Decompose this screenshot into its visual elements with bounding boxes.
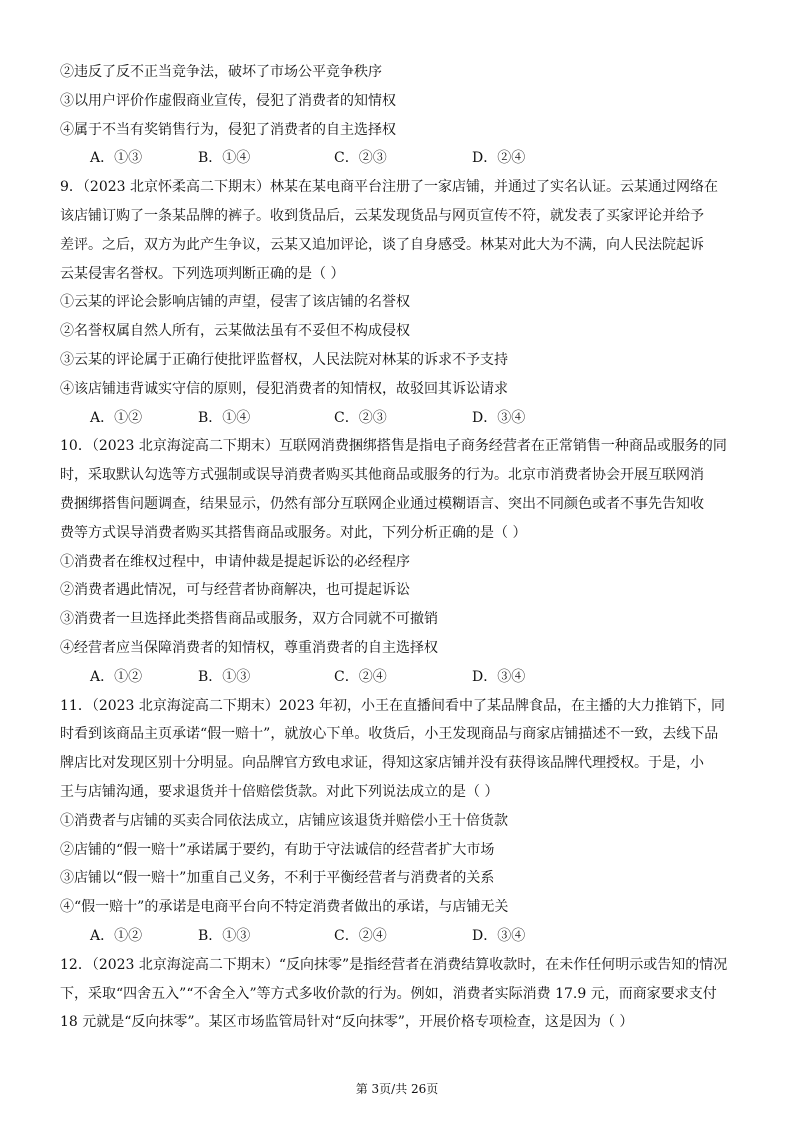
option-c: C．②④ [334,668,387,685]
page-footer [0,1080,794,1097]
statement: ③云某的评论属于正确行使批评监督权，人民法院对林某的诉求不予支持 [60,351,508,368]
question-stem: 差评。之后，双方为此产生争议，云某又追加评论，谈了自身感受。林某对此大为不满，向人民法院起诉 [60,236,704,253]
option-a: A．①③ [90,150,143,167]
question-stem: 牌店比对发现区别十分明显。向品牌官方致电求证，得知这家店铺并没有获得该品牌代理授权。于是，小 [60,755,704,772]
prev-question-tail [60,58,734,173]
question-stem: 18 元就是“反向抹零”。某区市场监管局针对“反向抹零”，开展价格专项检查，这是因为（ ） [60,1014,634,1031]
option-d: D．②④ [472,150,526,167]
answer-options [60,663,734,692]
page-number: 第 3页/共 26页 [355,1082,439,1096]
question-stem: 下，采取“四舍五入”“不舍全入”等方式多收价款的行为。例如，消费者实际消费 17.9 元，而商家要求支付 [60,985,717,1002]
option-c: C．②③ [334,150,387,167]
option-d: D．③④ [472,668,526,685]
question-10 [60,432,734,691]
question-stem: 10．（2023 北京海淀高二下期末）互联网消费捆绑搭售是指电子商务经营者在正常销售一种商品或服务的同 [60,438,727,455]
option-b: B．①③ [198,668,251,685]
option-c: C．②③ [334,409,387,426]
answer-options [60,404,734,433]
question-stem: 费等方式误导消费者购买其搭售商品或服务。对此，下列分析正确的是（ ） [60,524,527,541]
question-stem: 时，采取默认勾选等方式强制或误导消费者购买其他商品或服务的行为。北京市消费者协会开展互联网消 [60,467,704,484]
option-a: A．①② [90,409,143,426]
question-stem: 云某侵害名誉权。下列选项判断正确的是（ ） [60,265,345,282]
option-b: B．①④ [198,409,251,426]
question-11 [60,692,734,951]
option-a: A．①② [90,927,143,944]
statement: ②名誉权属自然人所有，云某做法虽有不妥但不构成侵权 [60,323,410,340]
statement: ①消费者在维权过程中，申请仲裁是提起诉讼的必经程序 [60,553,410,570]
question-stem: 该店铺订购了一条某品牌的裤子。收到货品后，云某发现货品与网页宣传不符，就发表了买家评论并给予 [60,207,704,224]
question-12 [60,951,734,1037]
option-c: C．②④ [334,927,387,944]
statement: ②违反了反不正当竞争法，破坏了市场公平竞争秩序 [60,64,382,80]
answer-options [60,922,734,951]
answer-options [60,144,734,173]
option-d: D．③④ [472,927,526,944]
question-stem: 费捆绑搭售问题调查，结果显示，仍然有部分互联网企业通过模糊语言、突出不同颜色或者不事先告知收 [60,495,704,512]
statement: ④经营者应当保障消费者的知情权，尊重消费者的自主选择权 [60,639,438,656]
statement: ④该店铺违背诚实守信的原则，侵犯消费者的知情权，故驳回其诉讼请求 [60,380,508,397]
statement: ④“假一赔十”的承诺是电商平台向不特定消费者做出的承诺，与店铺无关 [60,899,509,916]
question-stem: 11．（2023 北京海淀高二下期末）2023 年初，小王在直播间看中了某品牌食品，在主播的大力推销下，同 [60,697,725,714]
statement: ④属于不当有奖销售行为，侵犯了消费者的自主选择权 [60,121,396,138]
statement: ②消费者遇此情况，可与经营者协商解决，也可提起诉讼 [60,582,410,599]
question-stem: 12．（2023 北京海淀高二下期末）“反向抹零”是指经营者在消费结算收款时，在未作任何明示或告知的情况 [60,956,728,973]
option-a: A．①② [90,668,143,685]
statement: ①消费者与店铺的买卖合同依法成立，店铺应该退货并赔偿小王十倍货款 [60,812,508,829]
option-b: B．①③ [198,927,251,944]
option-d: D．③④ [472,409,526,426]
question-stem: 时看到该商品主页承诺“假一赔十”，就放心下单。收货后，小王发现商品与商家店铺描述不一致，去线下品 [60,726,719,743]
statement: ③店铺以“假一赔十”加重自己义务，不利于平衡经营者与消费者的关系 [60,870,495,887]
statement: ①云某的评论会影响店铺的声望，侵害了该店铺的名誉权 [60,294,410,311]
question-stem: 9．（2023 北京怀柔高二下期末）林某在某电商平台注册了一家店铺，并通过了实名认证。云某通过网络在 [60,179,718,196]
statement: ③消费者一旦选择此类搭售商品或服务，双方合同就不可撤销 [60,611,438,628]
question-9 [60,173,734,432]
option-b: B．①④ [198,150,251,167]
statement: ③以用户评价作虚假商业宣传，侵犯了消费者的知情权 [60,92,396,109]
question-stem: 王与店铺沟通，要求退货并十倍赔偿货款。对此下列说法成立的是（ ） [60,783,499,800]
statement: ②店铺的“假一赔十”承诺属于要约，有助于守法诚信的经营者扩大市场 [60,841,495,858]
